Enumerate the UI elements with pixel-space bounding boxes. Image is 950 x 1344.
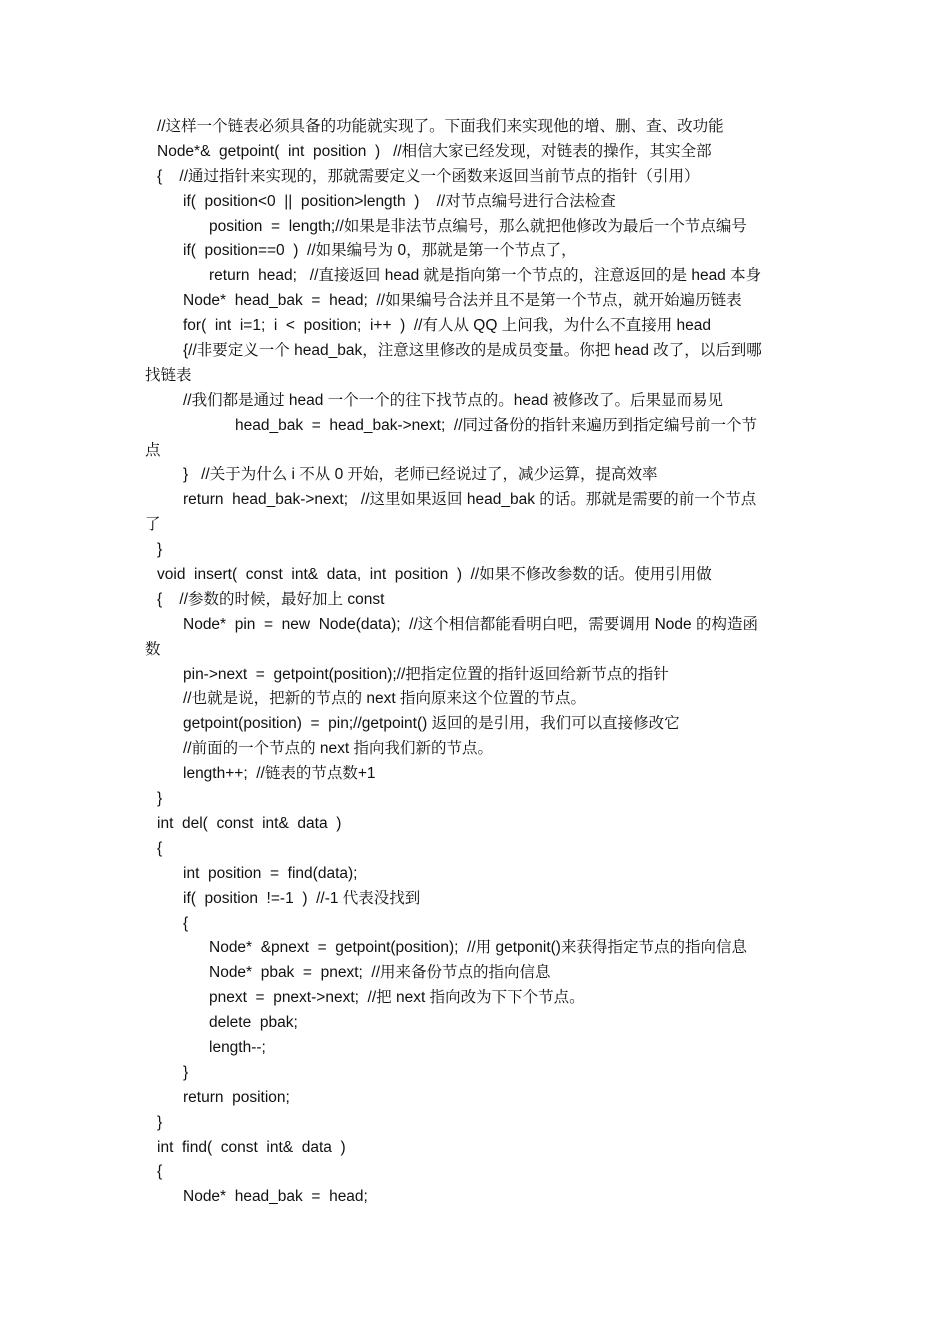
code-line: length++; //链表的节点数+1: [183, 765, 376, 783]
code-line: 了: [145, 516, 161, 534]
code-line: length--;: [209, 1038, 266, 1056]
code-line: delete pbak;: [209, 1014, 298, 1032]
code-line: if( position==0 ) //如果编号为 0，那就是第一个节点了，: [183, 242, 577, 260]
code-line: }: [183, 1063, 189, 1081]
code-line: getpoint(position) = pin;//getpoint() 返回的是引用，我们可以直接修改它: [183, 715, 680, 733]
code-listing: [145, 115, 815, 1210]
code-line: }: [157, 790, 163, 808]
code-line: Node* &pnext = getpoint(position); //用 getponit()来获得指定节点的指向信息: [209, 939, 747, 957]
code-line: Node* pin = new Node(data); //这个相信都能看明白吧，需要调用 Node 的构造函: [183, 615, 758, 633]
code-line: if( position<0 || position>length ) //对节点编号进行合法检查: [183, 192, 616, 210]
code-line: pnext = pnext->next; //把 next 指向改为下下个节点。: [209, 989, 585, 1007]
code-line: //也就是说，把新的节点的 next 指向原来这个位置的节点。: [183, 690, 587, 708]
code-line: //我们都是通过 head 一个一个的往下找节点的。head 被修改了。后果显而易见: [183, 391, 723, 409]
code-line: 点: [145, 441, 161, 459]
code-line: } //关于为什么 i 不从 0 开始，老师已经说过了，减少运算，提高效率: [183, 466, 658, 484]
code-line: head_bak = head_bak->next; //同过备份的指针来遍历到指定编号前一个节: [235, 416, 758, 434]
code-line: return head_bak->next; //这里如果返回 head_bak 的话。那就是需要的前一个节点: [183, 491, 757, 509]
code-line: 数: [145, 640, 161, 658]
code-line: return head; //直接返回 head 就是指向第一个节点的，注意返回的是 head 本身: [209, 267, 762, 285]
code-line: return position;: [183, 1088, 290, 1106]
code-line: position = length;//如果是非法节点编号，那么就把他修改为最后一个节点编号: [209, 217, 747, 235]
code-line: { //通过指针来实现的，那就需要定义一个函数来返回当前节点的指针（引用）: [157, 167, 700, 185]
code-line: int find( const int& data ): [157, 1138, 346, 1156]
code-line: {: [157, 1163, 163, 1181]
code-line: 找链表: [145, 366, 192, 384]
code-line: Node* pbak = pnext; //用来备份节点的指向信息: [209, 964, 551, 982]
code-line: //前面的一个节点的 next 指向我们新的节点。: [183, 740, 494, 758]
code-line: { //参数的时候，最好加上 const: [157, 590, 385, 608]
code-line: {: [183, 914, 189, 932]
code-line: Node* head_bak = head; //如果编号合法并且不是第一个节点，就开始遍历链表: [183, 292, 742, 310]
code-line: int del( const int& data ): [157, 814, 342, 832]
code-line: }: [157, 541, 163, 559]
code-line: void insert( const int& data, int position ) //如果不修改参数的话。使用引用做: [157, 566, 712, 584]
code-line: //这样一个链表必须具备的功能就实现了。下面我们来实现他的增、删、查、改功能: [157, 118, 724, 135]
code-line: pin->next = getpoint(position);//把指定位置的指针返回给新节点的指针: [183, 665, 669, 683]
code-line: Node* head_bak = head;: [183, 1188, 368, 1206]
code-line: int position = find(data);: [183, 864, 358, 882]
code-line: }: [157, 1113, 163, 1131]
code-line: for( int i=1; i < position; i++ ) //有人从 QQ 上问我，为什么不直接用 head: [183, 317, 712, 335]
code-line: {//非要定义一个 head_bak，注意这里修改的是成员变量。你把 head 改了，以后到哪: [183, 342, 762, 360]
code-line: if( position !=-1 ) //-1 代表没找到: [183, 889, 421, 907]
code-line: {: [157, 839, 163, 857]
code-line: Node*& getpoint( int position ) //相信大家已经发现，对链表的操作，其实全部: [157, 142, 712, 160]
